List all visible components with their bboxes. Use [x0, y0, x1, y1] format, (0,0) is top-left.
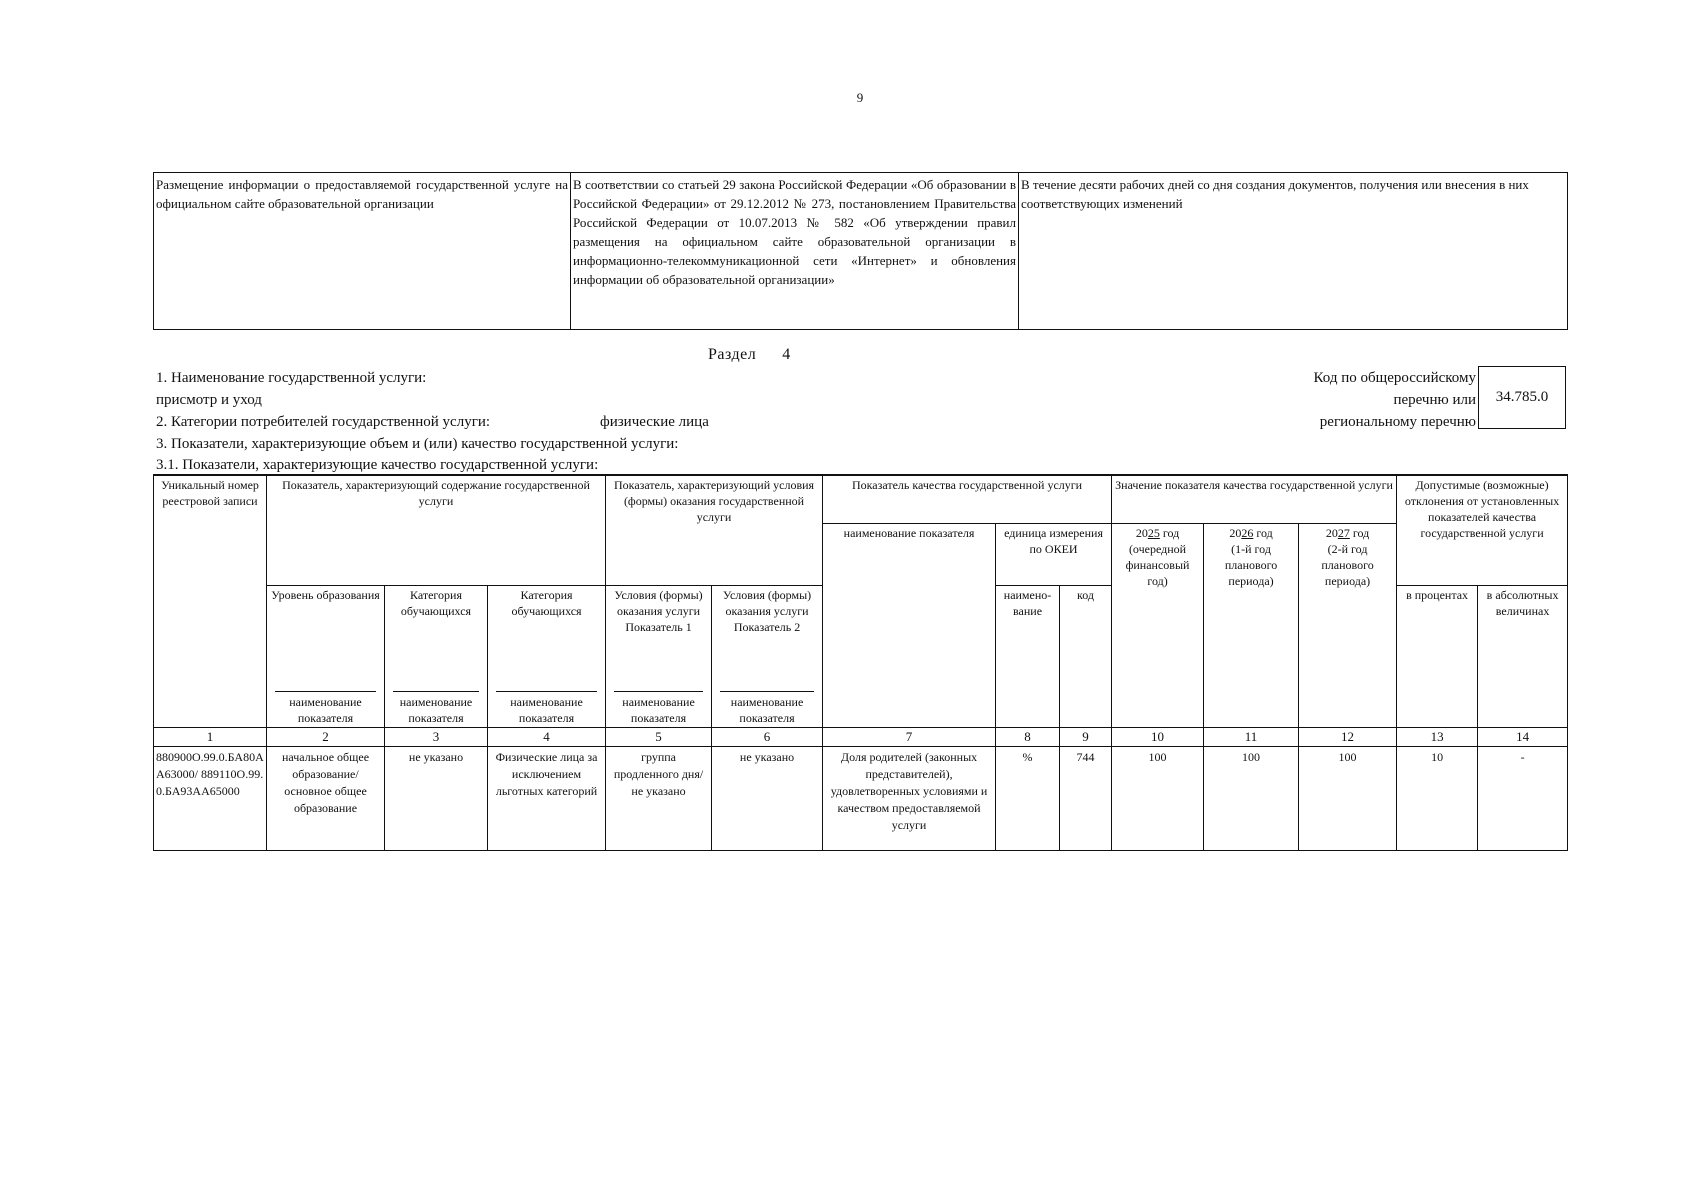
header-quality-values: Значение показателя качества государственной услуги	[1112, 475, 1397, 523]
column-number: 4	[488, 727, 606, 746]
header-conditions-indicator: Показатель, характеризующий условия (формы) оказания государственной услуги	[606, 475, 823, 585]
header-unique-number: Уникальный номер реестровой записи	[154, 475, 267, 727]
row-deviation-absolute: -	[1478, 746, 1568, 850]
column-number: 2	[267, 727, 385, 746]
header-year-2026: 2026 год (1-й год планового периода)	[1204, 523, 1299, 727]
subheader-name-3: наименование показателя	[385, 689, 488, 727]
registry-code-label-1: Код по общероссийскому	[1313, 370, 1476, 386]
registry-code-label-3: региональному перечню	[1319, 414, 1476, 430]
quality-indicators-table	[153, 474, 1568, 851]
header-year-2027: 2027 год (2-й год планового периода)	[1299, 523, 1397, 727]
page-number: 9	[856, 90, 864, 105]
row-indicator: Доля родителей (законных представителей), удовлетворенных условиями и качеством предоставляемой услуги	[823, 746, 996, 850]
consumers-value: физические лица	[600, 414, 709, 430]
service-name-label: 1. Наименование государственной услуги:	[156, 370, 427, 386]
column-number: 5	[606, 727, 712, 746]
row-condition-1: группа продленного дня/ не указано	[606, 746, 712, 850]
row-value-2026: 100	[1204, 746, 1299, 850]
subheader-name-5: наименование показателя	[606, 689, 712, 727]
column-number: 6	[712, 727, 823, 746]
header-level: Уровень образования	[267, 585, 385, 689]
column-number: 9	[1060, 727, 1112, 746]
row-category-1: не указано	[385, 746, 488, 850]
column-number: 10	[1112, 727, 1204, 746]
column-number: 13	[1397, 727, 1478, 746]
header-deviation-percent: в процентах	[1397, 585, 1478, 727]
subheader-name-4: наименование показателя	[488, 689, 606, 727]
registry-code-box: 34.785.0	[1478, 366, 1566, 429]
info-publication-table	[153, 172, 1568, 330]
column-number: 12	[1299, 727, 1397, 746]
row-unit-code: 744	[1060, 746, 1112, 850]
header-unit-code: код	[1060, 585, 1112, 727]
column-number: 3	[385, 727, 488, 746]
header-condition-1: Условия (формы) оказания услуги Показатель 1	[606, 585, 712, 689]
column-number: 14	[1478, 727, 1568, 746]
header-year-2025: 2025 год (очередной финансовый год)	[1112, 523, 1204, 727]
header-deviation-absolute: в абсолютных величинах	[1478, 585, 1568, 727]
section-label: Раздел	[708, 346, 757, 363]
row-category-2: Физические лица за исключением льготных категорий	[488, 746, 606, 850]
row-deviation-percent: 10	[1397, 746, 1478, 850]
info-col-basis: В соответствии со статьей 29 закона Российской Федерации «Об образовании в Российской Федерации» от 29.12.2012 № 273, постановлением Правительства Российской Федерации от 10.07.2013 № 582 «Об утверждении правил размещения на официальном сайте образовательной организации в информационно-телекоммуникационной сети «Интернет» и обновления информации об образовательной организации»	[571, 173, 1019, 330]
column-number: 1	[154, 727, 267, 746]
row-unit-name: %	[996, 746, 1060, 850]
row-value-2027: 100	[1299, 746, 1397, 850]
service-name-value: присмотр и уход	[156, 392, 262, 408]
subheader-name-2: наименование показателя	[267, 689, 385, 727]
row-unique-number: 880900О.99.0.БА80АА63000/ 889110О.99.0.БА93АА65000	[154, 746, 267, 850]
column-number: 8	[996, 727, 1060, 746]
header-quality-indicator: Показатель качества государственной услуги	[823, 475, 1112, 523]
header-unit-name: наимено-вание	[996, 585, 1060, 727]
column-number: 11	[1204, 727, 1299, 746]
header-condition-2: Условия (формы) оказания услуги Показатель 2	[712, 585, 823, 689]
header-deviations: Допустимые (возможные) отклонения от установленных показателей качества государственной услуги	[1397, 475, 1568, 585]
section-number: 4	[782, 346, 791, 363]
consumers-label: 2. Категории потребителей государственной услуги:	[156, 414, 491, 430]
indicators-heading: 3. Показатели, характеризующие объем и (или) качество государственной услуги:	[156, 436, 679, 452]
info-col-what: Размещение информации о предоставляемой государственной услуге на официальном сайте образовательной организации	[154, 173, 571, 330]
column-number: 7	[823, 727, 996, 746]
subheader-name-6: наименование показателя	[712, 689, 823, 727]
header-content-indicator: Показатель, характеризующий содержание государственной услуги	[267, 475, 606, 585]
registry-code-label-2: перечню или	[1393, 392, 1476, 408]
row-condition-2: не указано	[712, 746, 823, 850]
quality-heading: 3.1. Показатели, характеризующие качество государственной услуги:	[156, 457, 599, 473]
header-indicator-name: наименование показателя	[823, 523, 996, 727]
table-row	[154, 746, 1568, 850]
row-value-2025: 100	[1112, 746, 1204, 850]
header-category-1: Категория обучающихся	[385, 585, 488, 689]
section-title	[708, 346, 791, 364]
header-category-2: Категория обучающихся	[488, 585, 606, 689]
row-level: начальное общее образование/ основное общее образование	[267, 746, 385, 850]
info-col-frequency: В течение десяти рабочих дней со дня создания документов, получения или внесения в них соответствующих изменений	[1019, 173, 1568, 330]
header-unit: единица измерения по ОКЕИ	[996, 523, 1112, 585]
